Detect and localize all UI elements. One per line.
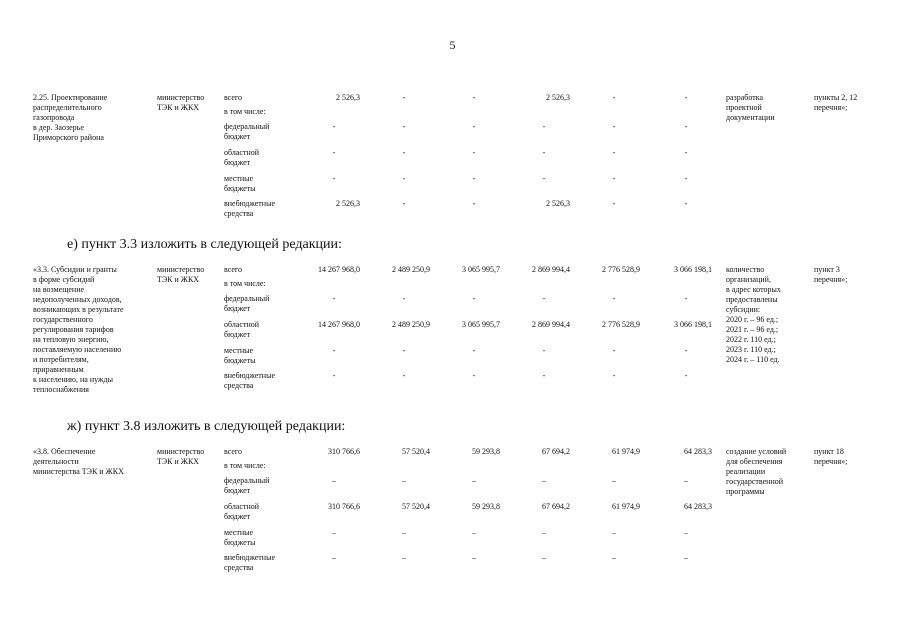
table-cell: –	[542, 528, 546, 537]
table-cell: -	[612, 294, 616, 303]
table-cell: -	[472, 174, 476, 183]
table-cell: -	[542, 294, 546, 303]
table-cell: –	[472, 553, 476, 562]
table-cell: -	[472, 346, 476, 355]
table-cell: 2 526,3	[336, 199, 360, 208]
table-cell: -	[684, 174, 688, 183]
table-cell: -	[472, 371, 476, 380]
table-cell: -	[472, 294, 476, 303]
table-cell: 67 694,2	[542, 447, 570, 456]
table-cell: 61 974,9	[612, 502, 640, 511]
table-cell: 2 489 250,9	[392, 265, 430, 274]
table-cell: -	[402, 174, 406, 183]
table-cell: 2 526,3	[546, 93, 570, 102]
table-cell: 59 293,8	[472, 502, 500, 511]
funding-source-label: всего	[224, 93, 243, 102]
table-cell: -	[472, 122, 476, 131]
table-cell: 2 489 250,9	[392, 320, 430, 329]
table-cell: -	[332, 148, 336, 157]
table-cell: -	[332, 294, 336, 303]
table-cell: -	[332, 174, 336, 183]
table-cell: 64 283,3	[684, 447, 712, 456]
table-cell: 57 520,4	[402, 447, 430, 456]
table-cell: -	[612, 371, 616, 380]
table-cell: 2 776 528,9	[602, 265, 640, 274]
funding-source-label: внебюджетные средства	[224, 553, 275, 572]
table-cell: –	[542, 553, 546, 562]
funding-source-label: местные бюджеты	[224, 174, 256, 193]
table-cell: 14 267 968,0	[318, 320, 360, 329]
table-cell: –	[542, 476, 546, 485]
table-cell: -	[612, 148, 616, 157]
executor: министерство ТЭК и ЖКХ	[157, 447, 205, 466]
item-title: 2.25. Проектирование распределительного газопровода в дер. Заозерье Приморского района	[33, 93, 108, 142]
expected-result: количество организаций, в адрес которых предоставлены субсидии: 2020 г. – 96 ед.; 2021 г. – 96 ед.; 2022 г. 110 ед.; 2023 г. 110 ед.; 2024 г. – 110 ед.	[726, 265, 781, 364]
table-cell: 2 526,3	[336, 93, 360, 102]
expected-result: создание условий для обеспечения реализации государственной программы	[726, 447, 787, 496]
table-cell: 57 520,4	[402, 502, 430, 511]
table-cell: -	[612, 122, 616, 131]
table-cell: 67 694,2	[542, 502, 570, 511]
table-cell: -	[684, 346, 688, 355]
funding-source-label: федеральный бюджет	[224, 122, 270, 141]
funding-source-label: всего	[224, 265, 243, 274]
table-cell: –	[612, 476, 616, 485]
table-cell: 2 869 994,4	[532, 320, 570, 329]
table-cell: –	[684, 476, 688, 485]
table-cell: -	[684, 148, 688, 157]
table-cell: -	[402, 294, 406, 303]
table-cell: -	[402, 371, 406, 380]
table-cell: -	[684, 371, 688, 380]
table-cell: –	[684, 553, 688, 562]
table-cell: -	[472, 93, 476, 102]
table-cell: -	[542, 148, 546, 157]
table-cell: –	[332, 553, 336, 562]
funding-source-label: местные бюджеты	[224, 346, 256, 365]
page-number: 5	[449, 38, 456, 52]
section-heading-3-8: ж) пункт 3.8 изложить в следующей редакции:	[67, 419, 346, 434]
table-cell: -	[612, 93, 616, 102]
table-cell: -	[684, 122, 688, 131]
table-cell: -	[542, 122, 546, 131]
funding-source-label: в том числе:	[224, 461, 266, 470]
reference: пункты 2, 12 перечня»;	[814, 93, 858, 112]
table-cell: 2 776 528,9	[602, 320, 640, 329]
table-cell: -	[472, 199, 476, 208]
table-cell: –	[402, 553, 406, 562]
item-title: «3.3. Субсидии и гранты в форме субсидий на возмещение недополученных доходов, возникающих в результате государственного регулирования тарифов на тепловую энергию, поставляемую населению и потребителям, приравненным к населению, на нужды теплоснабжения	[33, 265, 124, 394]
table-cell: 3 065 995,7	[462, 265, 500, 274]
table-cell: 2 869 994,4	[532, 265, 570, 274]
table-cell: -	[402, 148, 406, 157]
table-cell: 64 283,3	[684, 502, 712, 511]
table-cell: -	[684, 199, 688, 208]
table-cell: -	[402, 199, 406, 208]
funding-source-label: местные бюджеты	[224, 528, 256, 547]
table-cell: -	[542, 174, 546, 183]
table-cell: -	[332, 122, 336, 131]
funding-source-label: областной бюджет	[224, 502, 260, 521]
table-cell: -	[684, 294, 688, 303]
funding-source-label: в том числе:	[224, 107, 266, 116]
table-cell: -	[542, 371, 546, 380]
funding-source-label: в том числе:	[224, 279, 266, 288]
executor: министерство ТЭК и ЖКХ	[157, 265, 205, 284]
funding-source-label: внебюджетные средства	[224, 199, 275, 218]
executor: министерство ТЭК и ЖКХ	[157, 93, 205, 112]
table-cell: –	[332, 528, 336, 537]
reference: пункт 3 перечня»;	[814, 265, 848, 284]
table-cell: –	[612, 528, 616, 537]
table-cell: -	[332, 371, 336, 380]
table-cell: –	[612, 553, 616, 562]
table-cell: 61 974,9	[612, 447, 640, 456]
funding-source-label: внебюджетные средства	[224, 371, 275, 390]
table-cell: -	[542, 346, 546, 355]
table-cell: -	[402, 93, 406, 102]
table-cell: –	[472, 528, 476, 537]
expected-result: разработка проектной документации	[726, 93, 775, 122]
funding-source-label: всего	[224, 447, 243, 456]
funding-source-label: областной бюджет	[224, 320, 260, 339]
table-cell: –	[402, 528, 406, 537]
table-cell: 2 526,3	[546, 199, 570, 208]
table-cell: 310 766,6	[328, 447, 360, 456]
table-cell: -	[402, 346, 406, 355]
table-cell: –	[684, 528, 688, 537]
section-heading-3-3: е) пункт 3.3 изложить в следующей редакции:	[67, 237, 342, 252]
table-cell: -	[612, 199, 616, 208]
table-cell: -	[472, 148, 476, 157]
table-cell: 3 066 198,1	[674, 320, 712, 329]
table-cell: -	[612, 174, 616, 183]
table-cell: 59 293,8	[472, 447, 500, 456]
table-cell: -	[332, 346, 336, 355]
funding-source-label: федеральный бюджет	[224, 294, 270, 313]
table-cell: -	[684, 93, 688, 102]
item-title: «3.8. Обеспечение деятельности министерства ТЭК и ЖКХ	[33, 447, 124, 476]
funding-source-label: областной бюджет	[224, 148, 260, 167]
table-cell: -	[402, 122, 406, 131]
table-cell: –	[402, 476, 406, 485]
table-cell: 3 065 995,7	[462, 320, 500, 329]
reference: пункт 18 перечня»;	[814, 447, 848, 466]
table-cell: –	[332, 476, 336, 485]
table-cell: 3 066 198,1	[674, 265, 712, 274]
table-cell: 14 267 968,0	[318, 265, 360, 274]
funding-source-label: федеральный бюджет	[224, 476, 270, 495]
table-cell: -	[612, 346, 616, 355]
table-cell: –	[472, 476, 476, 485]
table-cell: 310 766,6	[328, 502, 360, 511]
